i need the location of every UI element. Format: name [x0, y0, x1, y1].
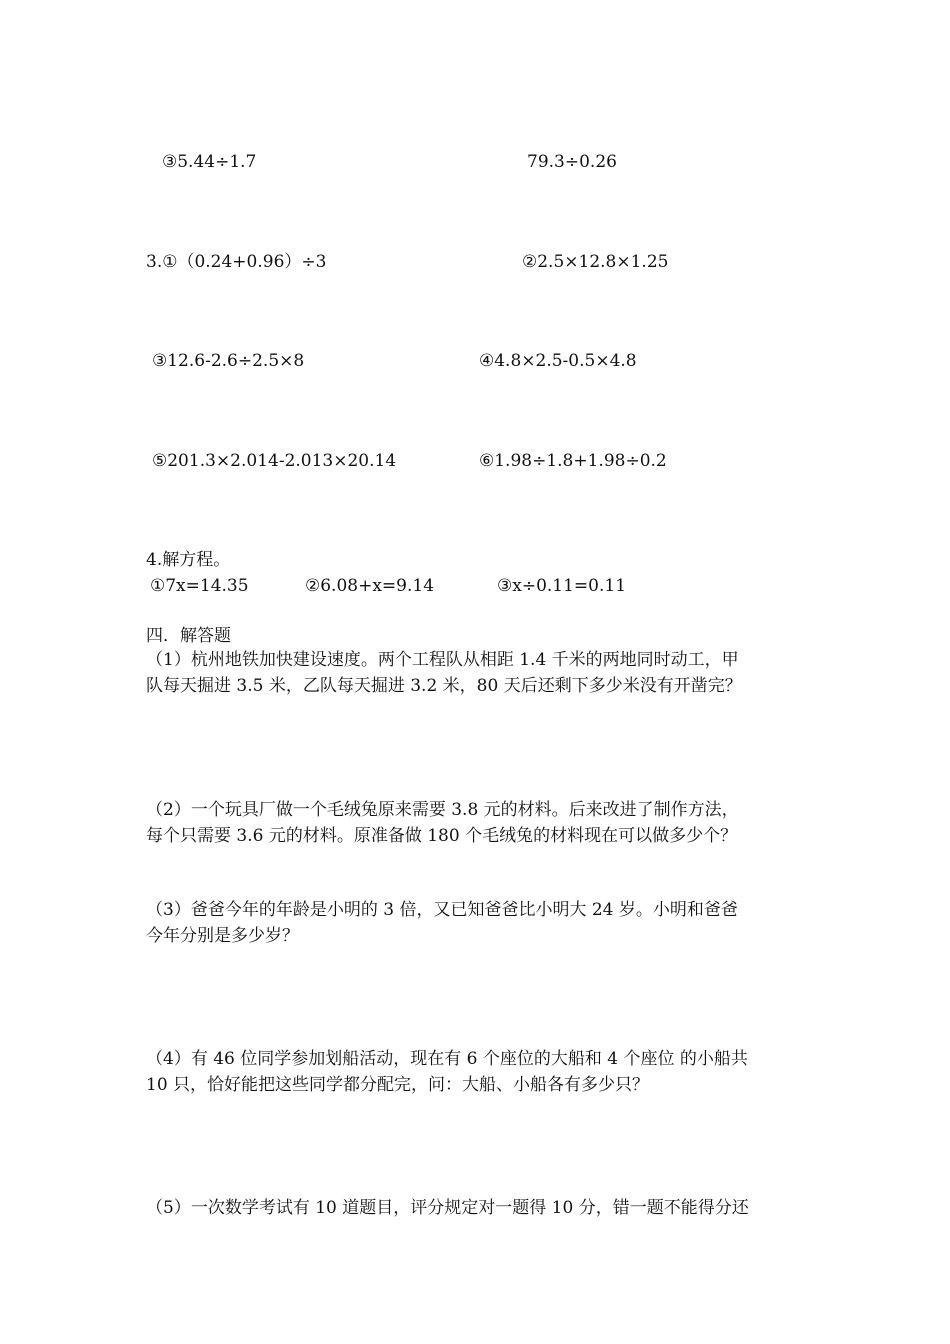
word-problem-2-line-1: （2）一个玩具厂做一个毛绒兔原来需要 3.8 元的材料。后来改进了制作方法，: [146, 800, 739, 820]
simplify-problem-1: 3.①（0.24+0.96）÷3: [146, 252, 327, 272]
word-problem-1: [146, 647, 806, 699]
equation-1: ①7x=14.35: [150, 576, 249, 596]
simplify-problem-4: ④4.8×2.5-0.5×4.8: [479, 351, 637, 371]
section-heading: 四．解答题: [146, 626, 231, 646]
equation-2: ②6.08+x=9.14: [305, 576, 435, 596]
word-problem-1-line-2: 队每天掘进 3.5 米，乙队每天掘进 3.2 米，80 天后还剩下多少米没有开凿完？: [146, 676, 742, 696]
word-problem-5-line-1: （5）一次数学考试有 10 道题目，评分规定对一题得 10 分，错一题不能得分还: [146, 1198, 749, 1218]
simplify-problem-2: ②2.5×12.8×1.25: [522, 252, 669, 272]
word-problem-1-line-1: （1）杭州地铁加快建设速度。两个工程队从相距 1.4 千米的两地同时动工，甲: [146, 650, 739, 670]
calc-problem-4: 79.3÷0.26: [527, 152, 617, 172]
simplify-problem-3: ③12.6-2.6÷2.5×8: [152, 351, 305, 371]
equation-section-title: 4.解方程。: [146, 550, 231, 570]
word-problem-2: [146, 797, 806, 849]
word-problem-3-line-1: （3）爸爸今年的年龄是小明的 3 倍，又已知爸爸比小明大 24 岁。小明和爸爸: [146, 900, 738, 920]
simplify-problem-6: ⑥1.98÷1.8+1.98÷0.2: [479, 451, 667, 471]
word-problem-5: [146, 1195, 806, 1221]
word-problem-4-line-2: 10 只，恰好能把这些同学都分配完，问：大船、小船各有多少只？: [146, 1075, 650, 1095]
equation-3: ③x÷0.11=0.11: [497, 576, 627, 596]
word-problem-2-line-2: 每个只需要 3.6 元的材料。原准备做 180 个毛绒兔的材料现在可以做多少个？: [146, 826, 738, 846]
word-problem-4-line-1: （4）有 46 位同学参加划船活动，现在有 6 个座位的大船和 4 个座位 的小船共: [146, 1049, 748, 1069]
calc-problem-3: ③5.44÷1.7: [162, 152, 257, 172]
word-problem-3: [146, 897, 806, 949]
word-problem-4: [146, 1046, 806, 1098]
word-problem-3-line-2: 今年分别是多少岁？: [146, 926, 299, 946]
simplify-problem-5: ⑤201.3×2.014-2.013×20.14: [152, 451, 397, 471]
